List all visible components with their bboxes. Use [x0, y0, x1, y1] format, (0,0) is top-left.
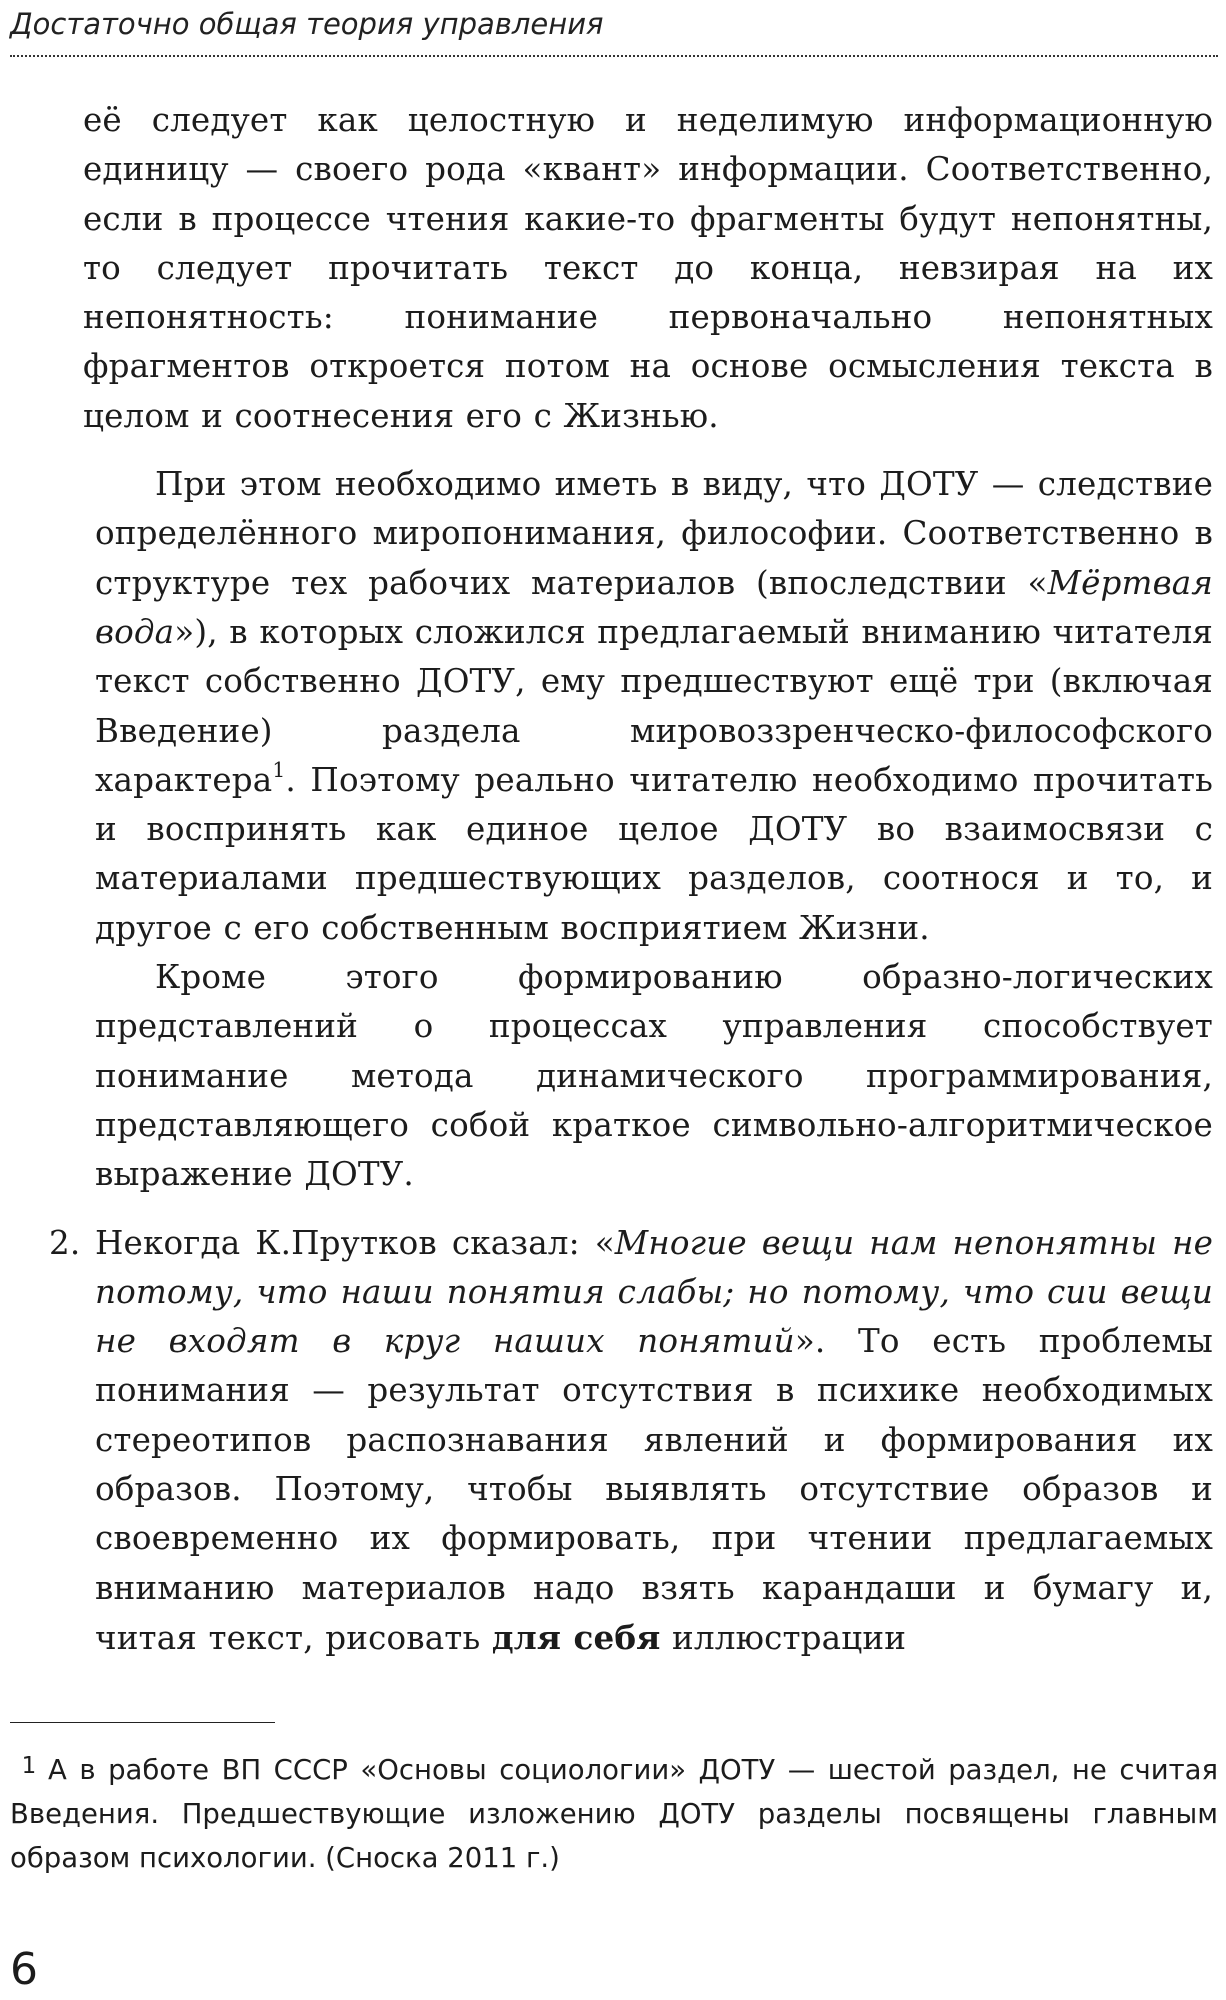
footnote [10, 1744, 1218, 1880]
text-run: При этом необходимо иметь в виду, что ДОТУ — следствие определённого миропонимания, философии. Соответственно в структуре тех рабочих материалов (впоследствии « [95, 465, 1213, 602]
italic-quote: Многие вещи нам непонятны не потому, что наши понятия слабы; но потому, что сии вещи не входят в круг наших понятий [95, 1223, 1214, 1361]
paragraph-doty-worldview [95, 460, 1213, 953]
bold-emphasis: для себя [491, 1617, 661, 1657]
footnote-text: А в работе ВП СССР «Основы социологии» ДОТУ — шестой раздел, не считая Введения. Предшествующие изложению ДОТУ разделы посвящены главным образом психологии. (Сноска 2011 г.) [10, 1754, 1218, 1874]
paragraph-dynamic-programming: Кроме этого формированию образно-логических представлений о процессах управления способствует понимание метода динамического программирования, представляющего собой краткое символьно-алгоритмическое выражение ДОТУ. [95, 958, 1213, 1194]
footnote-reference[interactable]: 1 [272, 757, 286, 782]
footnote-separator [10, 1722, 275, 1723]
text-run: иллюстрации [660, 1618, 907, 1657]
list-item-number: 2. [49, 1223, 81, 1262]
list-item-2 [49, 1219, 1214, 1664]
running-head: Достаточно общая теория управления [10, 7, 604, 41]
text-run: Некогда К.Прутков сказал: « [95, 1223, 615, 1262]
text-run: ». То есть проблемы понимания — результат отсутствия в психике необходимых стереотипов распознавания явлений и формирования их образов. Поэтому, чтобы выявлять отсутствие образов и своевременно их формировать, при чтении предлагаемых вниманию материалов надо взять карандаши и бумагу и, читая текст, рисовать [95, 1322, 1213, 1657]
text-run: . Поэтому реально читателю необходимо прочитать и воспринять как единое целое ДОТУ во взаимосвязи с материалами предшествующих разделов, соотнося и то, и другое с его собственным восприятием Жизни. [95, 760, 1213, 947]
page-number: 6 [10, 1944, 38, 1995]
main-text [49, 96, 1214, 1663]
text-run: »), в которых сложился предлагаемый вниманию читателя текст собственно ДОТУ, ему предшествуют ещё три (включая Введение) раздела мировоззренческо-философского характера [95, 612, 1213, 799]
header-dotted-rule [10, 55, 1218, 57]
footnote-number: 1 [21, 1753, 37, 1779]
italic-title: Мёртвая вода [95, 563, 1213, 651]
paragraph-continuation: её следует как целостную и неделимую информационную единицу — своего рода «квант» информации. Соответственно, если в процессе чтения какие-то фрагменты будут непонятны, то следует прочитать текст до конца, невзирая на их непонятность: понимание первоначально непонятных фрагментов откроется потом на основе осмысления текста в целом и соотнесения его с Жизнью. [83, 101, 1213, 435]
